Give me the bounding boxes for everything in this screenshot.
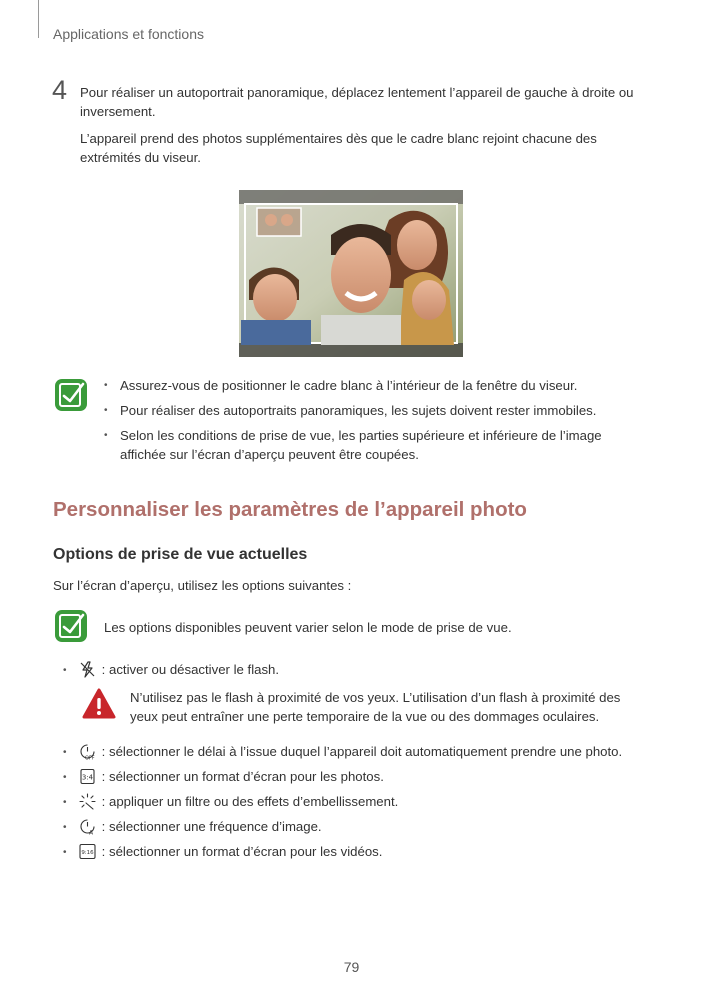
flash-icon — [79, 661, 96, 678]
option-text: : sélectionner le délai à l’issue duquel l’appareil doit automatiquement prendre une photo. — [98, 744, 623, 759]
ratio-3-4-icon — [79, 768, 96, 785]
intro-text: Sur l’écran d’aperçu, utilisez les options suivantes : — [53, 578, 352, 593]
step-number: 4 — [52, 75, 68, 105]
frame-rate-auto-icon — [79, 818, 96, 835]
subsection-title: Options de prise de vue actuelles — [53, 546, 308, 563]
bullet: • — [63, 822, 67, 833]
warning-icon — [82, 687, 116, 721]
option-photo-ratio — [63, 767, 384, 787]
option-flash — [63, 660, 279, 680]
sparkle-filter-icon — [79, 793, 96, 810]
option-text: : sélectionner une fréquence d’image. — [98, 819, 322, 834]
bullet: • — [63, 797, 67, 808]
bullet: • — [63, 665, 67, 676]
svg-text:A: A — [89, 829, 94, 835]
selfie-panorama-photo — [239, 190, 463, 357]
bullet: • — [63, 772, 67, 783]
note-icon — [54, 609, 88, 643]
ratio-9-16-icon — [79, 843, 96, 860]
page-number: 79 — [343, 959, 360, 975]
svg-text:OFF: OFF — [85, 755, 95, 760]
option-video-ratio — [63, 842, 382, 862]
photo-illustration — [239, 190, 463, 357]
option-filters — [63, 792, 398, 812]
list-item: • Selon les conditions de prise de vue, les parties supérieure et inférieure de l’image affichée sur l’écran d’aperçu peuvent être coupées. — [104, 426, 624, 464]
note-text: Les options disponibles peuvent varier selon le mode de prise de vue. — [104, 620, 512, 635]
option-text: : activer ou désactiver le flash. — [98, 662, 280, 677]
timer-off-icon — [79, 743, 96, 760]
option-text: : sélectionner un format d’écran pour les photos. — [98, 769, 384, 784]
running-header: Applications et fonctions — [53, 26, 204, 42]
note-icon — [54, 378, 88, 412]
step-instruction: Pour réaliser un autoportrait panoramique, déplacez lentement l’appareil de gauche à droite ou inversement. — [80, 85, 634, 119]
section-title: Personnaliser les paramètres de l’appareil photo — [53, 498, 527, 521]
bullet: • — [63, 847, 67, 858]
svg-text:9:16: 9:16 — [81, 850, 94, 856]
option-timer — [63, 742, 622, 762]
step-detail: L’appareil prend des photos supplémentaires dès que le cadre blanc rejoint chacune des extrémités du viseur. — [80, 131, 597, 165]
option-text: : appliquer un filtre ou des effets d’embellissement. — [98, 794, 399, 809]
option-text: : sélectionner un format d’écran pour les vidéos. — [98, 844, 383, 859]
list-item: • Pour réaliser des autoportraits panoramiques, les sujets doivent rester immobiles. — [104, 401, 624, 420]
note-bullet-list — [104, 376, 624, 464]
bullet: • — [63, 747, 67, 758]
list-item: • Assurez-vous de positionner le cadre blanc à l’intérieur de la fenêtre du viseur. — [104, 376, 624, 395]
warning-text: N’utilisez pas le flash à proximité de vos yeux. L’utilisation d’un flash à proximité des yeux peut entraîner une perte temporaire de la vue ou des dommages oculaires. — [130, 690, 621, 724]
option-frame-rate — [63, 817, 322, 837]
header-rule — [38, 0, 39, 38]
svg-text:3:4: 3:4 — [81, 773, 94, 782]
